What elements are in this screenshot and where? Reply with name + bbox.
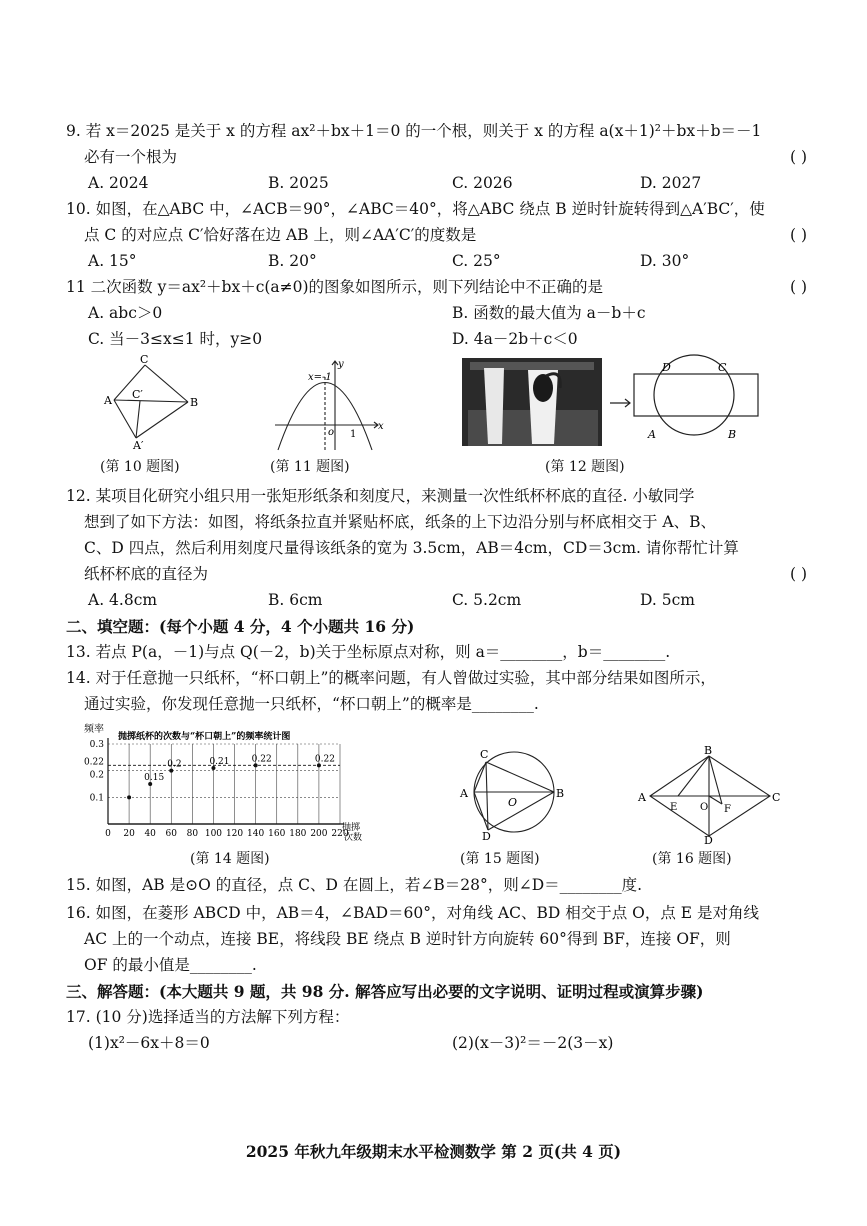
q9-answer-paren: ( ) — [789, 148, 807, 166]
fig12-caption: (第 12 题图) — [545, 459, 625, 475]
fig15-label-d: D — [482, 830, 491, 843]
figure-11 — [270, 355, 395, 455]
chart-x-axis-label-top: 抛掷 — [342, 823, 361, 833]
q11-option-b: B. 函数的最大值为 a－b＋c — [452, 304, 646, 322]
q10-line1: 10. 如图，在△ABC 中，∠ACB＝90°，∠ABC＝40°，将△ABC 绕点 B 逆时针旋转得到△A′BC′，使 — [66, 200, 765, 218]
fig16-label-f: F — [724, 804, 731, 815]
figure-10 — [100, 352, 210, 452]
q13-text: 13. 若点 P(a，－1)与点 Q(－2，b)关于坐标原点对称，则 a＝________，b＝________. — [66, 643, 671, 661]
chart-y-tick-label: 0.22 — [83, 757, 104, 768]
fig10-label-c-prime: C′ — [132, 388, 143, 401]
chart-data-label: 0.2 — [167, 759, 182, 770]
fig16-label-c: C — [772, 791, 781, 804]
q12-line1: 12. 某项目化研究小组只用一张矩形纸条和刻度尺，来测量一次性纸杯杯底的直径. 小敏同学 — [66, 487, 695, 505]
fig11-caption: (第 11 题图) — [270, 459, 350, 475]
q10-option-c: C. 25° — [452, 252, 501, 270]
q9-line1: 9. 若 x＝2025 是关于 x 的方程 ax²＋bx＋1＝0 的一个根，则关于 x 的方程 a(x＋1)²＋bx＋b＝－1 — [66, 122, 762, 140]
q12-option-a: A. 4.8cm — [88, 591, 158, 609]
section-3-heading: 三、解答题：(本大题共 9 题，共 98 分. 解答应写出必要的文字说明、证明过程或演算步骤) — [66, 982, 704, 1001]
fig16-label-b: B — [704, 744, 713, 757]
fig10-caption: (第 10 题图) — [100, 459, 180, 475]
figure-14-chart — [82, 724, 372, 844]
q16-line3: OF 的最小值是________. — [84, 956, 257, 974]
fig10-label-a: A — [104, 394, 112, 407]
fig11-label-1: 1 — [350, 429, 357, 440]
chart-data-point — [127, 795, 131, 799]
q14-line1: 14. 对于任意抛一只纸杯，“杯口朝上”的概率问题，有人曾做过实验，其中部分结果如图所示， — [66, 669, 716, 687]
q17-part1: (1)x²－6x＋8＝0 — [88, 1034, 210, 1052]
chart-data-label: 0.22 — [314, 754, 335, 765]
chart-x-tick-label: 80 — [186, 829, 199, 839]
fig11-label-y: y — [338, 359, 344, 370]
fig14-caption: (第 14 题图) — [190, 851, 270, 867]
q10-option-d: D. 30° — [640, 252, 690, 270]
section-2-heading: 二、填空题：(每个小题 4 分，4 个小题共 16 分) — [66, 617, 415, 636]
fig12-label-c: C — [718, 361, 727, 374]
chart-y-tick-label: 0.2 — [89, 770, 104, 781]
chart-x-tick-label: 40 — [144, 829, 156, 839]
q10-option-a: A. 15° — [88, 252, 137, 270]
q14-line2: 通过实验，你发现任意抛一只纸杯，“杯口朝上”的概率是________. — [84, 695, 539, 713]
q17-part2: (2)(x－3)²＝－2(3－x) — [452, 1034, 614, 1052]
q9-line2: 必有一个根为 — [84, 148, 178, 166]
fig15-label-b: B — [556, 787, 565, 800]
q10-answer-paren: ( ) — [789, 226, 807, 244]
fig12-label-a: A — [648, 428, 656, 441]
q9-option-c: C. 2026 — [452, 174, 513, 192]
fig10-label-c: C — [140, 353, 149, 366]
chart-x-tick-label: 120 — [225, 829, 244, 839]
page-footer: 2025 年秋九年级期末水平检测数学 第 2 页(共 4 页) — [245, 1142, 622, 1161]
fig11-label-o: o — [328, 427, 335, 438]
chart-x-tick-label: 160 — [268, 829, 286, 839]
chart-title: 抛掷纸杯的次数与“杯口朝上”的频率统计图 — [118, 732, 291, 742]
q11-option-a: A. abc＞0 — [88, 304, 163, 322]
chart-y-axis-label: 频率 — [84, 724, 104, 735]
chart-y-tick-label: 0.1 — [89, 793, 104, 804]
q16-line2: AC 上的一个动点，连接 BE，将线段 BE 绕点 B 逆时针方向旋转 60°得到 BF，连接 OF，则 — [84, 930, 731, 948]
q11-option-d: D. 4a－2b＋c＜0 — [452, 330, 578, 348]
chart-data-label: 0.22 — [251, 754, 272, 765]
q9-option-b: B. 2025 — [268, 174, 329, 192]
q12-line3: C、D 四点，然后利用刻度尺量得该纸条的宽为 3.5cm，AB＝4cm，CD＝3cm. 请你帮忙计算 — [84, 539, 739, 557]
chart-y-tick-label: 0.3 — [89, 740, 104, 750]
q11-answer-paren: ( ) — [789, 278, 807, 296]
chart-x-tick-label: 60 — [165, 829, 177, 839]
fig16-caption: (第 16 题图) — [652, 851, 732, 867]
q15-text: 15. 如图，AB 是⊙O 的直径，点 C、D 在圆上，若∠B＝28°，则∠D＝________度. — [66, 876, 643, 894]
fig12-label-d: D — [662, 361, 671, 374]
fig15-label-o: O — [508, 796, 518, 809]
chart-x-tick-label: 220 — [331, 829, 349, 839]
q12-answer-paren: ( ) — [789, 565, 807, 583]
q11-line1: 11 二次函数 y＝ax²＋bx＋c(a≠0)的图象如图所示，则下列结论中不正确的是 — [66, 278, 604, 296]
q12-line4: 纸杯杯底的直径为 — [84, 565, 209, 583]
fig10-label-b: B — [190, 396, 199, 409]
q17-line1: 17. (10 分)选择适当的方法解下列方程： — [66, 1008, 350, 1026]
q11-option-c: C. 当－3≤x≤1 时，y≥0 — [88, 330, 263, 348]
q9-option-d: D. 2027 — [640, 174, 702, 192]
chart-x-tick-label: 200 — [310, 829, 328, 839]
q10-line2: 点 C 的对应点 C′恰好落在边 AB 上，则∠AA′C′的度数是 — [84, 226, 477, 244]
fig16-label-o: O — [700, 802, 709, 813]
q16-line1: 16. 如图，在菱形 ABCD 中，AB＝4，∠BAD＝60°，对角线 AC、BD 相交于点 O，点 E 是对角线 — [66, 904, 760, 922]
q12-line2: 想到了如下方法：如图，将纸条拉直并紧贴杯底，纸条的上下边沿分别与杯底相交于 A、B、 — [84, 513, 717, 531]
fig11-label-x: x — [378, 421, 384, 432]
fig11-label-axis: x=-1 — [308, 372, 332, 383]
chart-x-tick-label: 100 — [204, 829, 223, 839]
chart-x-axis-label-bottom: 次数 — [344, 833, 363, 843]
chart-data-label: 0.15 — [144, 773, 165, 783]
figure-12 — [462, 358, 762, 448]
q10-option-b: B. 20° — [268, 252, 317, 270]
chart-x-tick-label: 20 — [123, 829, 135, 839]
q12-option-d: D. 5cm — [640, 591, 695, 609]
q12-option-b: B. 6cm — [268, 591, 323, 609]
chart-data-label: 0.21 — [209, 757, 230, 767]
fig16-label-d: D — [704, 834, 713, 847]
fig12-label-b: B — [728, 428, 737, 441]
chart-x-tick-label: 180 — [289, 829, 307, 839]
figure-15 — [456, 740, 576, 843]
q9-option-a: A. 2024 — [88, 174, 149, 192]
fig15-label-a: A — [460, 787, 468, 800]
fig16-label-a: A — [638, 791, 646, 804]
chart-x-tick-label: 140 — [247, 829, 265, 839]
fig10-label-a-prime: A′ — [133, 439, 144, 452]
q12-option-c: C. 5.2cm — [452, 591, 522, 609]
fig15-label-c: C — [480, 748, 489, 761]
chart-x-tick-label: 0 — [105, 829, 111, 839]
figure-16 — [636, 744, 786, 847]
fig15-caption: (第 15 题图) — [460, 851, 540, 867]
fig16-label-e: E — [670, 802, 678, 813]
